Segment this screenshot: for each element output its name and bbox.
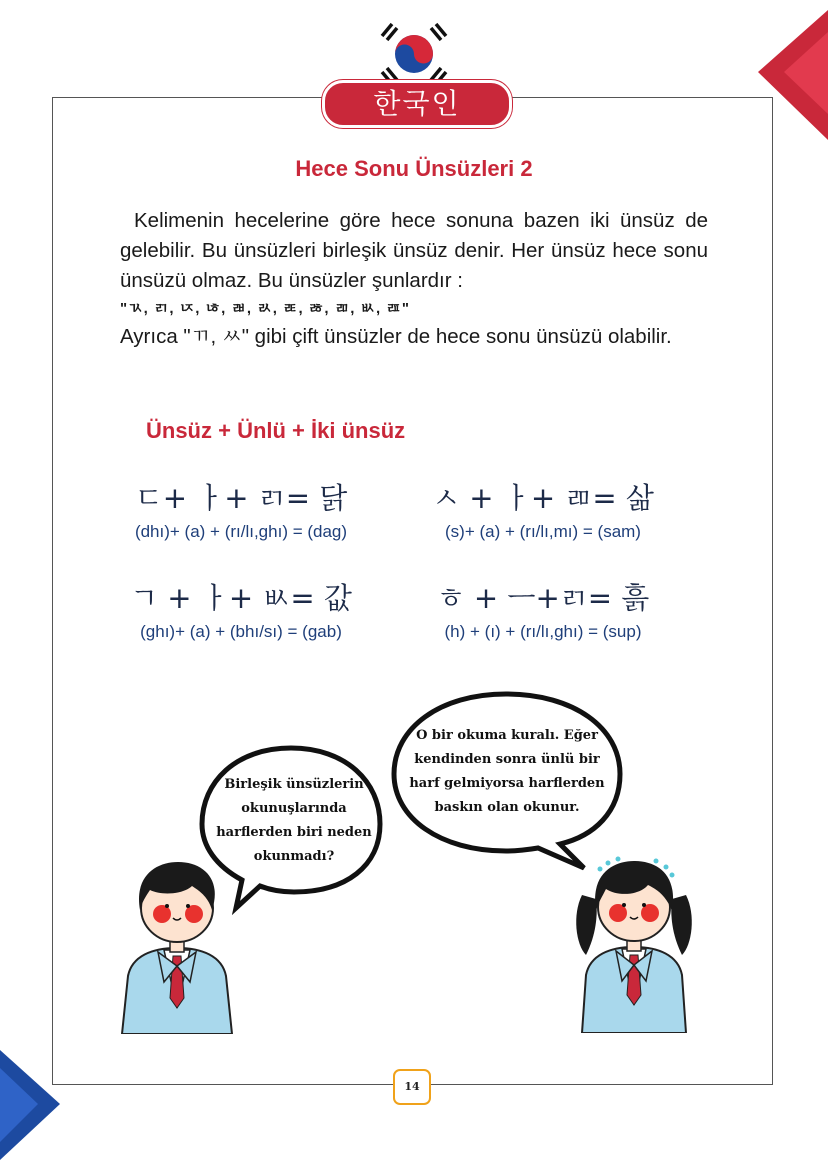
double-consonant-note: Ayrıca "ㄲ, ㅆ" gibi çift ünsüzler de hece sonu ünsüzü olabilir.: [120, 325, 672, 348]
example-sam: [413, 478, 673, 542]
girl-speech-text: O bir okuma kuralı. Eğer kendinden sonra ünlü bir harf gelmiyorsa harflerden baskın olan okunur.: [409, 728, 605, 815]
boy-speech-text: Birleşik ünsüzlerin okunuşlarında harflerden biri neden okunmadı?: [216, 777, 372, 864]
example-korean: ㅎ + ㅡ+ㄺ= 흙: [436, 581, 650, 615]
page-number: 14: [393, 1069, 431, 1105]
lesson-paragraph: Kelimenin hecelerine göre hece sonuna bazen iki ünsüz de gelebilir. Bu ünsüzleri birleşik ünsüz denir. Her ünsüz hece sonu ünsüzü olmaz. Bu ünsüzler şunlardır :: [120, 209, 708, 292]
example-romanization: (ghı)+ (a) + (bhı/sı) = (gab): [140, 622, 342, 641]
example-heuk: [413, 578, 673, 642]
example-korean: ㄷ+ ㅏ+ ㄺ= 닭: [134, 481, 348, 515]
header-title-badge: 한국인: [322, 80, 512, 128]
girl-student-illustration: [572, 855, 696, 1033]
lesson-title: Hece Sonu Ünsüzleri 2: [295, 156, 533, 181]
boy-student-illustration: [118, 858, 236, 1034]
example-romanization: (dhı)+ (a) + (rı/lı,ghı) = (dag): [134, 522, 348, 541]
example-korean: ㄱ + ㅏ+ ㅄ= 값: [130, 581, 352, 615]
section-title: Ünsüz + Ünlü + İki ünsüz: [146, 418, 406, 443]
compound-consonant-list: "ㄳ, ㄺ, ㄵ, ㄶ, ㄼ, ㄽ, ㄾ, ㅀ, ㄻ, ㅄ, ㄿ": [120, 300, 410, 317]
example-dak: [111, 478, 371, 542]
lesson-body: [120, 206, 708, 352]
example-gap: [111, 578, 371, 642]
example-romanization: (s)+ (a) + (rı/lı,mı) = (sam): [445, 522, 641, 541]
example-romanization: (h) + (ı) + (rı/lı,ghı) = (sup): [444, 622, 642, 641]
example-korean: ㅅ + ㅏ+ ㄻ= 삶: [432, 481, 654, 515]
